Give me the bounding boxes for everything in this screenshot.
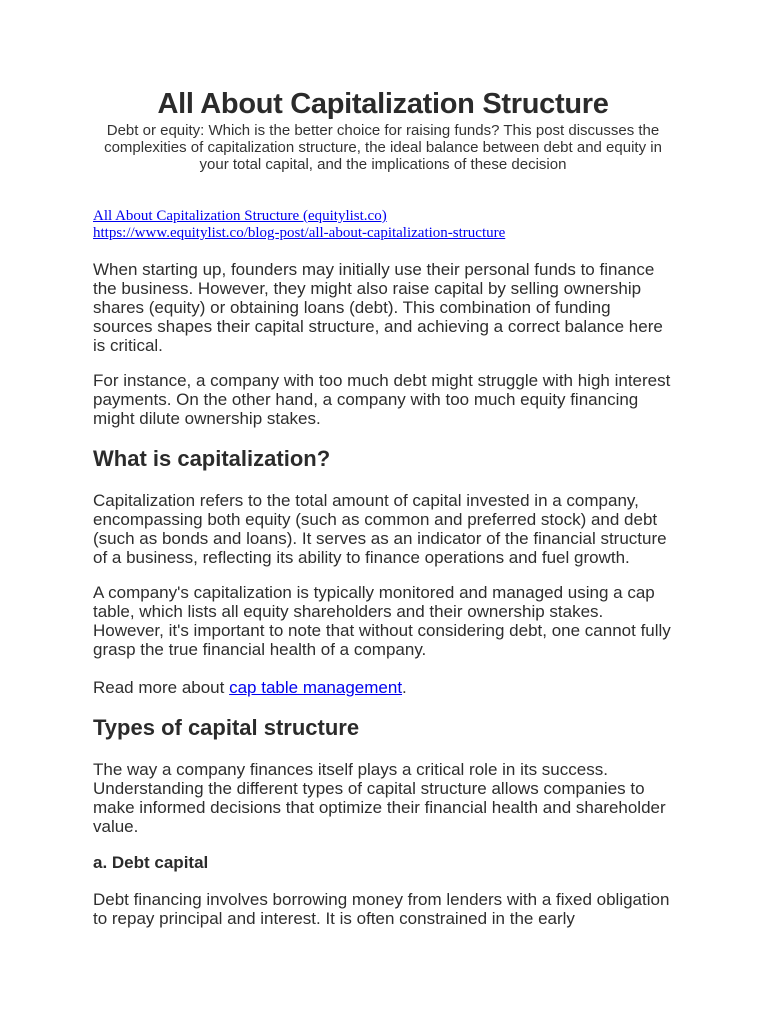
- debt-paragraph: Debt financing involves borrowing money from lenders with a fixed obligation to repay principal and interest. It is often constrained in the early: [93, 890, 670, 928]
- source-links: [93, 208, 673, 242]
- section-heading-types: Types of capital structure: [93, 715, 360, 740]
- document-page: [93, 88, 673, 928]
- capitalization-paragraph-1: Capitalization refers to the total amount of capital invested in a company, encompassing both equity (such as common and preferred stock) and debt (such as bonds and loans). It serves as an indicator of the financial structure of a business, reflecting its ability to finance operations and fuel growth.: [93, 491, 667, 567]
- read-more-prefix: Read more about: [93, 678, 230, 697]
- source-title-link[interactable]: All About Capitalization Structure (equitylist.co): [93, 208, 387, 224]
- types-paragraph-1: The way a company finances itself plays a critical role in its success. Understanding the different types of capital structure allows companies to make informed decisions that optimize their financial health and shareholder value.: [93, 760, 666, 836]
- page-title: All About Capitalization Structure: [157, 88, 609, 120]
- subheading-debt-capital: a. Debt capital: [93, 853, 209, 872]
- read-more-suffix: .: [402, 678, 407, 697]
- read-more-paragraph: [93, 678, 673, 697]
- section-heading-capitalization: What is capitalization?: [93, 446, 331, 471]
- capitalization-paragraph-2: A company's capitalization is typically monitored and managed using a cap table, which lists all equity shareholders and their ownership stakes. However, it's important to note that without considering debt, one cannot fully grasp the true financial health of a company.: [93, 583, 671, 659]
- source-url-link[interactable]: https://www.equitylist.co/blog-post/all-about-capitalization-structure: [93, 225, 506, 241]
- intro-paragraph-2: For instance, a company with too much debt might struggle with high interest payments. On the other hand, a company with too much equity financing might dilute ownership stakes.: [93, 371, 671, 428]
- intro-paragraph-1: When starting up, founders may initially use their personal funds to finance the business. However, they might also raise capital by selling ownership shares (equity) or obtaining loans (debt). This combination of funding sources shapes their capital structure, and achieving a correct balance here is critical.: [93, 260, 663, 355]
- page-subtitle: Debt or equity: Which is the better choice for raising funds? This post discusses the complexities of capitalization structure, the ideal balance between debt and equity in your total capital, and the implications of these decision: [104, 122, 662, 173]
- cap-table-management-link[interactable]: cap table management: [229, 678, 403, 697]
